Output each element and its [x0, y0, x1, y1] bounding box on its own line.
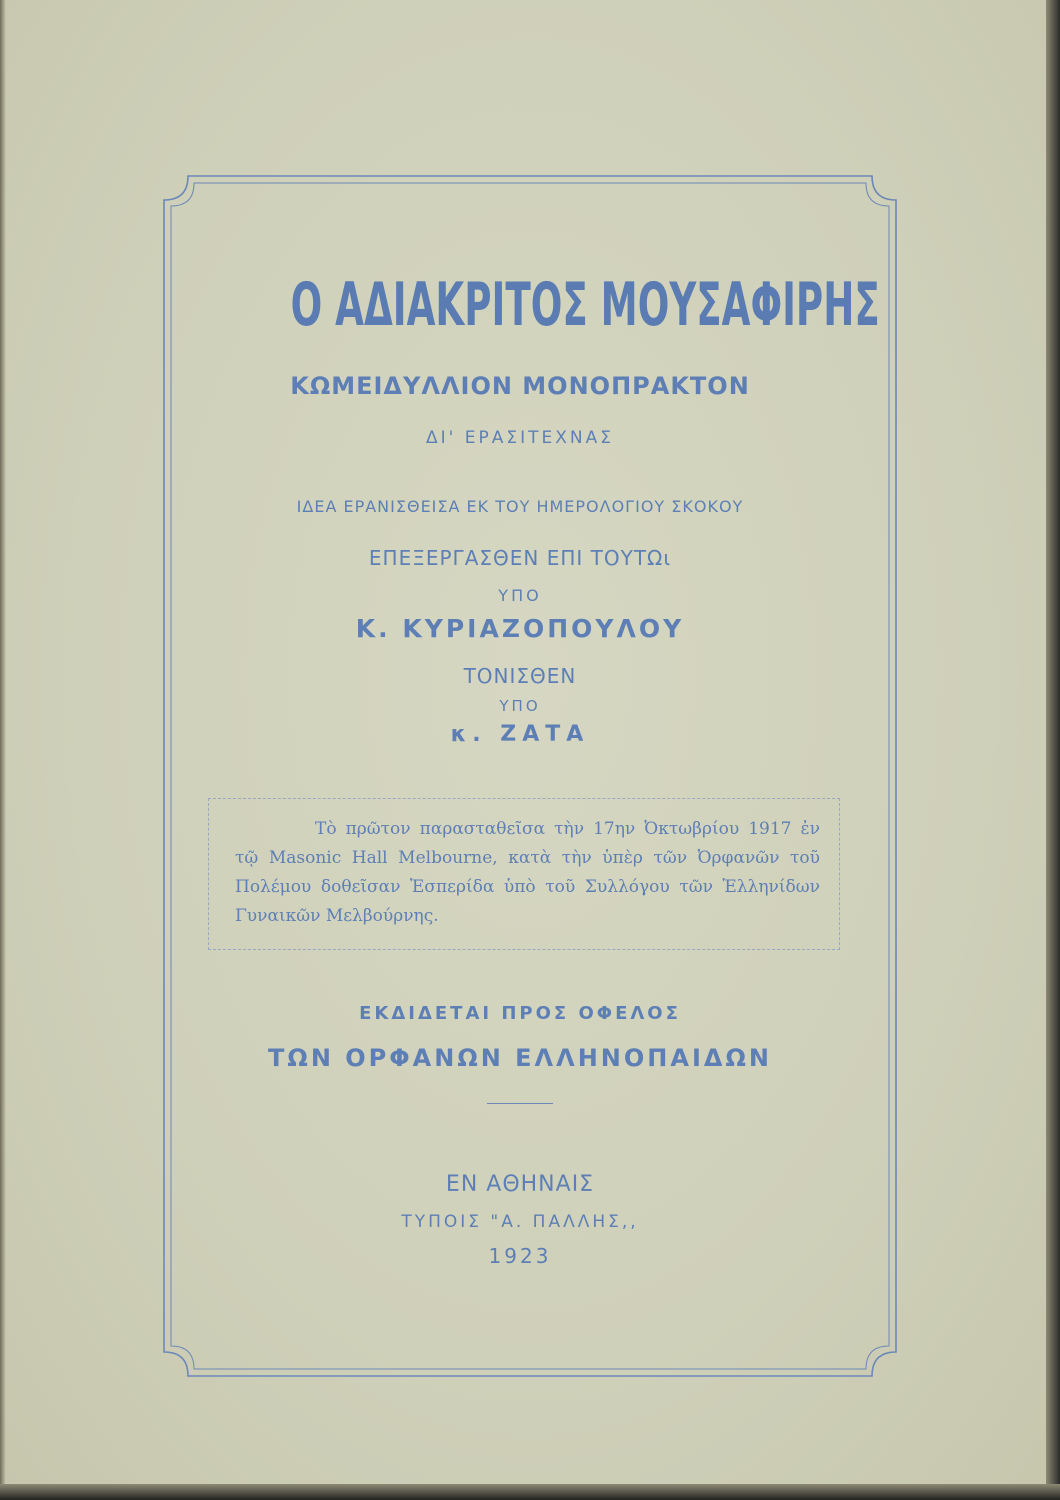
year-line: 1923	[488, 1244, 552, 1268]
document-title: Ο ΑΔΙΑΚΡΙΤΟΣ ΜΟΥΣΑΦΙΡΗΣ	[290, 270, 880, 340]
idea-source-line: ΙΔΕΑ ΕΡΑΝΙΣΘΕΙΣΑ ΕΚ ΤΟΥ ΗΜΕΡΟΛΟΓΙΟΥ ΣΚΟΚΟΥ	[296, 497, 744, 516]
by-line-2: ΥΠΟ	[499, 697, 541, 715]
page-right-edge	[1046, 0, 1060, 1500]
divider-rule	[487, 1103, 553, 1104]
document-subtitle: ΚΩΜΕΙΔΥΛΛΙΟΝ ΜΟΝΟΠΡΑΚΤΟΝ	[290, 372, 750, 400]
composed-line: ΤΟΝΙΣΘΕΝ	[463, 664, 577, 688]
author-name: Κ. ΚΥΡΙΑΖΟΠΟΥΛΟΥ	[355, 614, 685, 643]
printer-line: ΤΥΠΟΙΣ "Α. ΠΑΛΛΗΣ,,	[401, 1212, 639, 1232]
place-line: ΕΝ ΑΘΗΝΑΙΣ	[445, 1172, 595, 1197]
page-left-edge	[0, 0, 6, 1500]
published-for-line: ΕΚΔΙΔΕΤΑΙ ΠΡΟΣ ΟΦΕΛΟΣ	[359, 1003, 681, 1024]
page-bottom-edge	[0, 1484, 1060, 1500]
by-line-1: ΥΠΟ	[498, 586, 542, 605]
premiere-note: Τὸ πρῶτον παρασταθεῖσα τὴν 17ην Ὀκτωβρίου 1917 ἐν τῷ Masonic Hall Melbourne, κατὰ τὴν ὑπὲρ τῶν Ὀρφανῶν τοῦ Πολέμου δοθεῖσαν Ἑσπερίδα ὑπὸ τοῦ Συλλόγου τῶν Ἑλληνίδων Γυναικῶν Μελβούρνης.	[235, 819, 820, 926]
for-amateurs-line: ΔΙ' ΕΡΑΣΙΤΕΧΝΑΣ	[426, 428, 614, 448]
composer-name: κ. ΖΑΤΑ	[450, 722, 590, 747]
adapted-line: ΕΠΕΞΕΡΓΑΣΘΕΝ ΕΠΙ ΤΟΥΤΩι	[368, 546, 672, 570]
beneficiary-line: ΤΩΝ ΟΡΦΑΝΩΝ ΕΛΛΗΝΟΠΑΙΔΩΝ	[268, 1044, 772, 1072]
